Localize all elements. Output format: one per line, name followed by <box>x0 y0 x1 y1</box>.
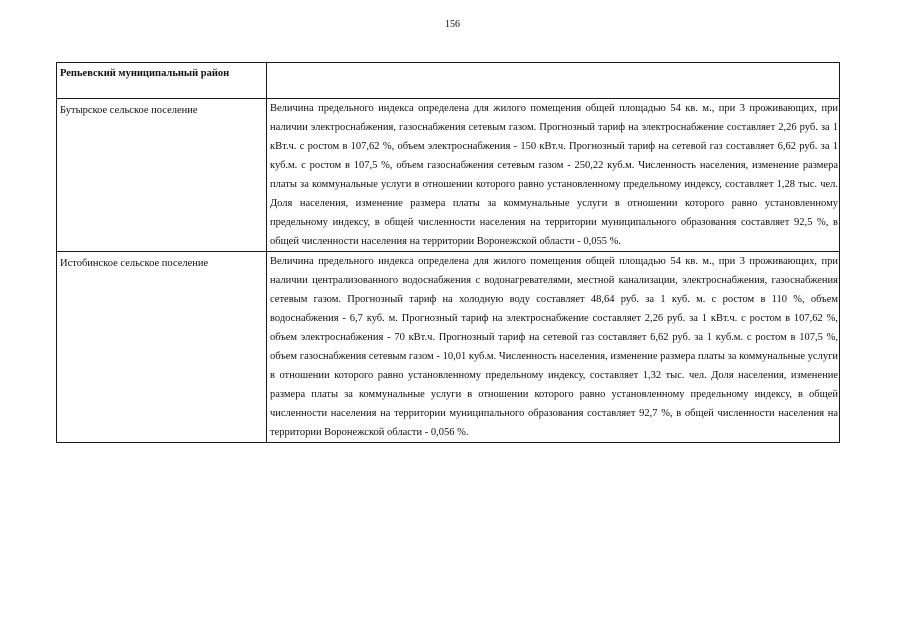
table-header-row <box>57 63 840 99</box>
settlement-name: Бутырское сельское поселение <box>57 99 267 252</box>
settlement-description: Величина предельного индекса определена для жилого помещения общей площадью 54 кв. м., при 3 проживающих, при наличии централизованного водоснабжения с водонагревателями, местной канализации, электроснабжения, газоснабжения сетевым газом. Прогнозный тариф на холодную воду составляет 48,64 руб. за 1 куб. м. с ростом в 110 %, объем водоснабжения - 6,7 куб. м. Прогнозный тариф на электроснабжение составляет 2,26 руб. за 1 кВт.ч. с ростом в 107,62 %, объем электроснабжения - 70 кВт.ч. Прогнозный тариф на сетевой газ составляет 6,62 руб. за 1 куб.м. с ростом в 107,5 %, объем газоснабжения сетевым газом - 10,01 куб.м. Численность населения, изменение размера платы за коммунальные услуги в отношении которого равно установленному предельному индексу, составляет 1,32 тыс. чел. Доля населения, изменение размера платы за коммунальные услуги в отношении которого равно установленному предельному индексу, в общей численности населения на территории муниципального образования составляет 92,7 %, в общей численности населения на территории Воронежской области - 0,056 %. <box>270 256 838 438</box>
page-number: 156 <box>445 19 460 30</box>
district-title: Репьевский муниципальный район <box>57 63 267 99</box>
settlement-description-cell <box>267 99 840 252</box>
header-description-cell <box>267 63 840 99</box>
settlement-name: Истобинское сельское поселение <box>57 252 267 443</box>
settlement-description: Величина предельного индекса определена для жилого помещения общей площадью 54 кв. м., при 3 проживающих, при наличии электроснабжения, газоснабжения сетевым газом. Прогнозный тариф на электроснабжение составляет 2,26 руб. за 1 кВт.ч. с ростом в 107,62 %, объем электроснабжения - 150 кВт.ч. Прогнозный тариф на сетевой газ составляет 6,62 руб. за 1 куб.м. с ростом в 107,5 %, объем газоснабжения сетевым газом - 250,22 куб.м. Численность населения, изменение размера платы за коммунальные услуги в отношении которого равно установленному предельному индексу, составляет 1,28 тыс. чел. Доля населения, изменение размера платы за коммунальные услуги в отношении которого равно установленному предельному индексу, в общей численности населения на территории муниципального образования составляет 92,5 %, в общей численности населения на территории Воронежской области - 0,055 %. <box>270 103 838 247</box>
table-row <box>57 252 840 443</box>
table-row <box>57 99 840 252</box>
settlement-description-cell <box>267 252 840 443</box>
tariff-index-table <box>56 62 840 443</box>
